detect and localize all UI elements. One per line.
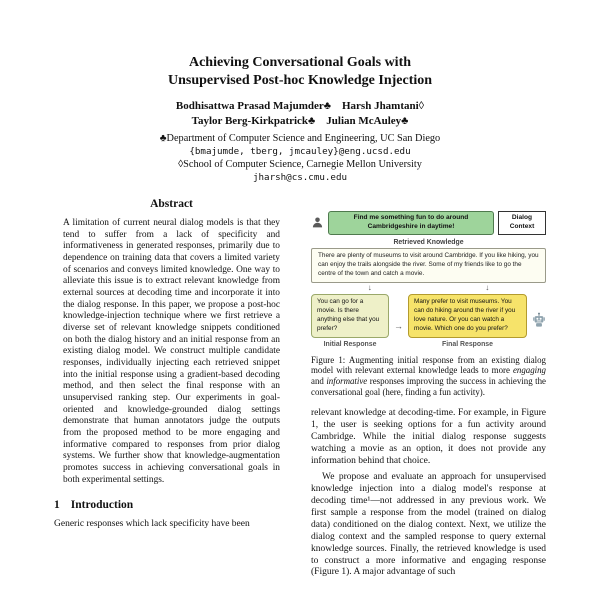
figure-context-row <box>311 211 546 235</box>
body-paragraph-1: relevant knowledge at decoding-time. For example, in Figure 1, the user is seeking options for a fun activity around Cambridge. While the initial dialog response suggests watching a movie as an option, it does not provide any information behind that choice. <box>311 408 546 466</box>
initial-response-box: You can go for a movie. Is there anything else that you prefer? <box>311 294 389 338</box>
initial-response-column <box>311 294 389 348</box>
affiliation-ucsd: ♣Department of Computer Science and Engineering, UC San Diego <box>159 133 441 145</box>
title-line-1: Achieving Conversational Goals with <box>188 55 412 70</box>
paper-header <box>54 54 546 184</box>
abstract-text: A limitation of current neural dialog models is that they tend to suffer from a lack of specificity and informativeness in generated responses, primarily due to dependence on training data that covers a limited variety of scenarios and conveys limited knowledge. One way to alleviate this issue is to extract relevant knowledge from external sources at decoding time and incorporate it into the dialog response. In this paper, we propose a post-hoc knowledge-injection technique where we first retrieve a diverse set of relevant knowledge snippets conditioned on both the dialog history and an initial response from an existing dialog model. We construct multiple candidate responses, individually injecting each retrieved snippet into the initial response using a gradient-based decoding method, and then select the final response with an unsupervised ranking step. Our experiments in goal-oriented and knowledge-grounded dialog settings demonstrate that human annotators judge the outputs from the proposed method to be more engaging and informative compared to responses from prior dialog systems. We further show that knowledge-augmentation promotes success in achieving conversational goals in both experimental settings. <box>63 218 280 485</box>
retrieved-knowledge-label: Retrieved Knowledge <box>393 238 464 246</box>
affiliations <box>54 132 546 184</box>
figure-1 <box>311 211 546 398</box>
down-arrow-icon: ↓ <box>367 282 372 292</box>
right-column <box>311 196 546 584</box>
authors-line-1: Bodhisattwa Prasad Majumder♣ Harsh Jhamtani◊ <box>175 100 425 113</box>
final-response-label: Final Response <box>442 340 493 348</box>
paper-title <box>54 54 546 90</box>
authors-line-2: Taylor Berg-Kirkpatrick♣ Julian McAuley♣ <box>191 115 409 128</box>
final-response-box: Many prefer to visit museums. You can do hiking around the river if you love nature. Or you can watch a movie. Which one do you prefer? <box>408 294 527 338</box>
figure-caption: Figure 1: Augmenting initial response from an existing dialog model with relevant external knowledge leads to more engaging and informative responses improving the success in achieving the conversational goal (here, finding a fun activity). <box>311 354 546 398</box>
section-number: 1 <box>54 499 60 512</box>
dialog-context-label: Dialog Context <box>498 211 546 234</box>
retrieved-knowledge-box: There are plenty of museums to visit around Cambridge. If you like hiking, you can enjoy the trails alongside the river. Some of my friends like to go the centre of the town and catch a movie. <box>311 248 546 283</box>
author-list <box>54 99 546 129</box>
final-response-column <box>408 294 527 348</box>
initial-response-label: Initial Response <box>323 340 377 348</box>
abstract-heading: Abstract <box>150 198 193 211</box>
figure-response-row <box>311 294 546 348</box>
left-column <box>54 196 289 584</box>
title-line-2: Unsupervised Post-hoc Knowledge Injection <box>167 73 433 89</box>
dialog-context-bubble: Find me something fun to do around Cambridgeshire in daytime! <box>328 211 494 235</box>
section-heading-introduction <box>54 499 289 511</box>
section-title: Introduction <box>70 499 134 512</box>
robot-icon <box>532 312 546 329</box>
email-ucsd: {bmajumde, tberg, jmcauley}@eng.ucsd.edu <box>189 145 411 157</box>
down-arrow-icon: ↓ <box>485 282 490 292</box>
right-arrow-icon: → <box>394 320 403 331</box>
two-column-layout <box>54 196 546 584</box>
body-paragraph-2: We propose and evaluate an approach for unsupervised knowledge injection into a dialog model's response at decoding time¹—not addressed in any previous work. We first sample a response from the model (trained on dialog data) conditioned on the dialog context. Next, we utilize the dialog context and the sampled response to query external knowledge sources. Finally, the retrieved knowledge is used to construct a more informative and engaging response (Figure 1). A major advantage of such <box>311 472 546 578</box>
email-cmu: jharsh@cs.cmu.edu <box>252 171 348 183</box>
affiliation-cmu: ◊School of Computer Science, Carnegie Mellon University <box>178 159 422 171</box>
intro-first-line: Generic responses which lack specificity have been <box>54 519 250 530</box>
knowledge-flow-arrows <box>311 284 546 292</box>
user-icon <box>311 216 324 229</box>
